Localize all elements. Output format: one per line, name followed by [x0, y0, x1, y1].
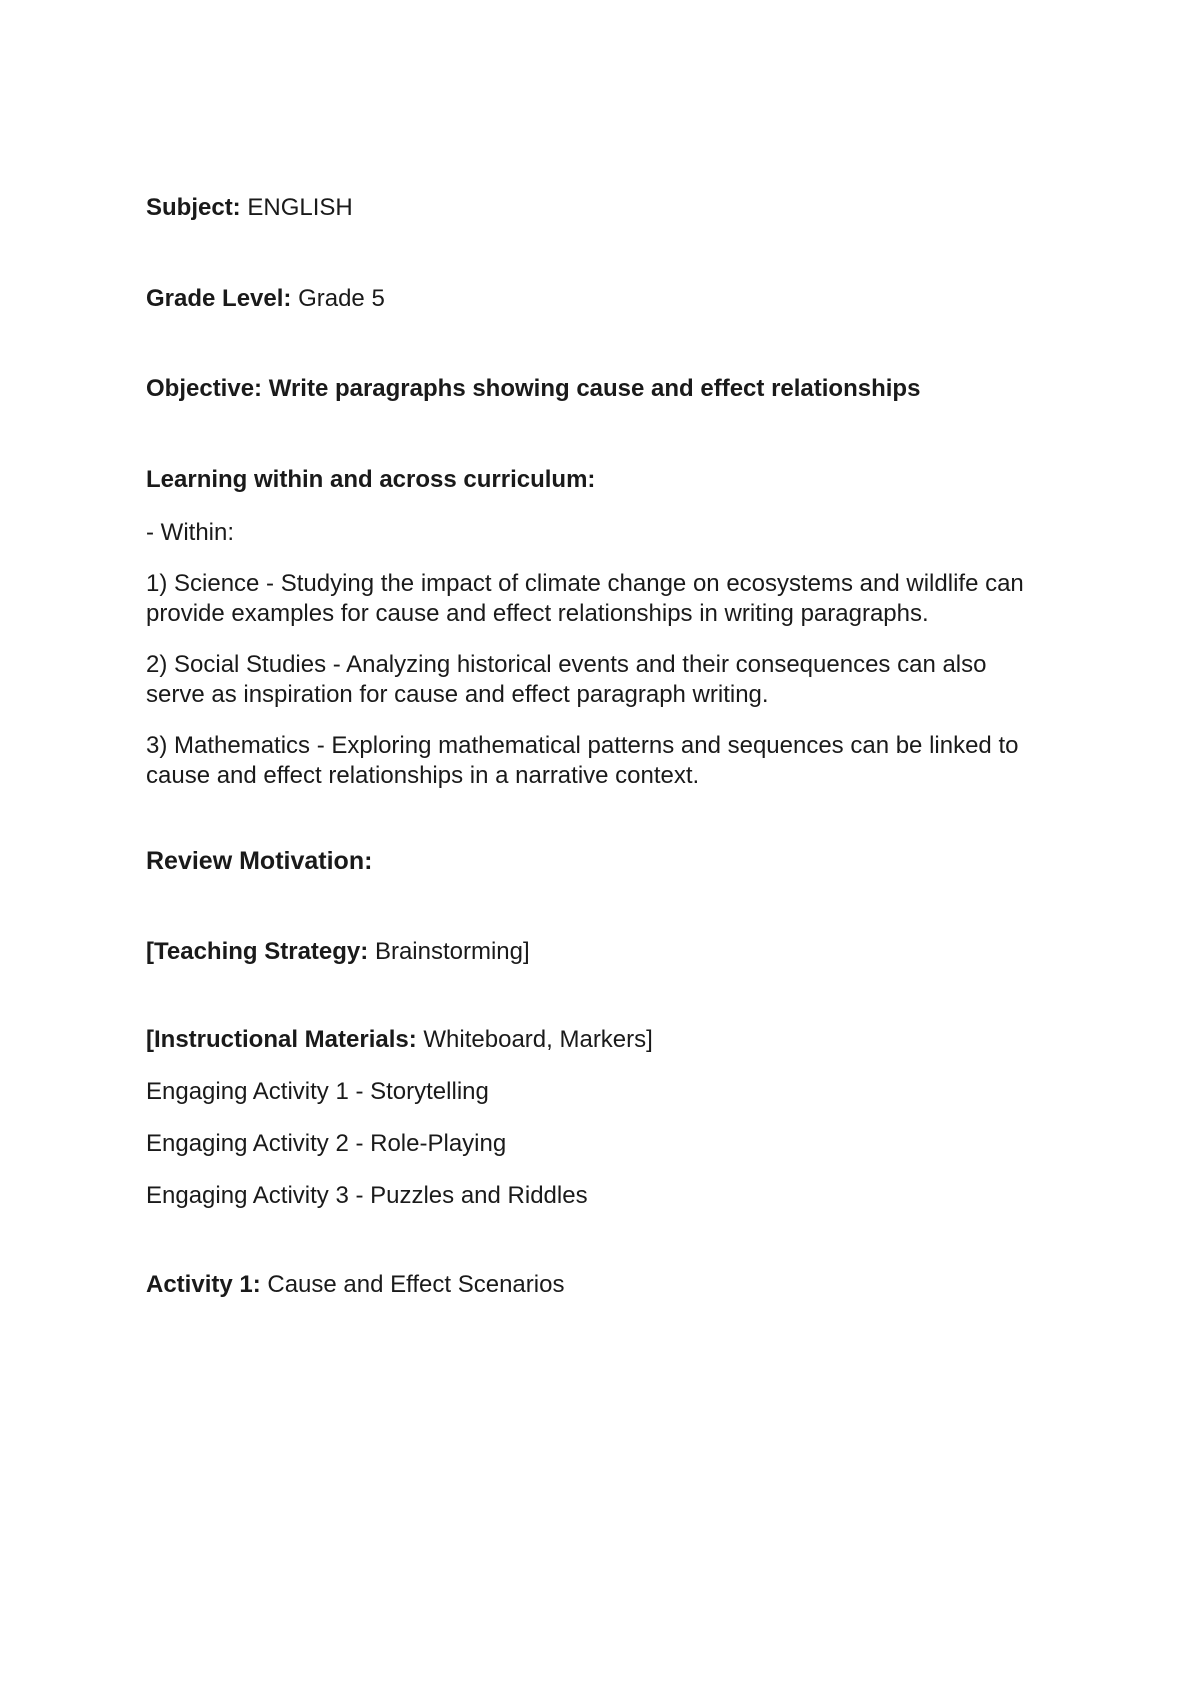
subject-label: Subject:: [146, 194, 241, 221]
within-label: - Within:: [146, 519, 235, 546]
grade-label: Grade Level:: [146, 285, 292, 312]
activity-1-label: Activity 1:: [146, 1271, 261, 1298]
instructional-materials-line: [146, 1025, 653, 1055]
grade-value: Grade 5: [298, 285, 385, 312]
grade-line: [146, 284, 385, 314]
learning-item-science: 1) Science - Studying the impact of climate change on ecosystems and wildlife can provide examples for cause and effect relationships in writing paragraphs.: [146, 570, 1024, 627]
engaging-activity-3: Engaging Activity 3 - Puzzles and Riddles: [146, 1182, 588, 1209]
teaching-strategy-line: [146, 937, 530, 967]
objective-value: Write paragraphs showing cause and effect relationships: [268, 375, 921, 402]
subject-value: ENGLISH: [247, 194, 353, 221]
instructional-materials-label: Instructional Materials:: [154, 1026, 417, 1053]
instructional-materials-value: Whiteboard, Markers: [423, 1026, 647, 1053]
instructional-materials-close-bracket: ]: [646, 1026, 653, 1053]
engaging-activity-1: Engaging Activity 1 - Storytelling: [146, 1078, 489, 1105]
learning-item-mathematics: 3) Mathematics - Exploring mathematical patterns and sequences can be linked to cause and effect relationships in a narrative context.: [146, 732, 1019, 789]
activity-1-line: [146, 1270, 564, 1300]
subject-line: [146, 193, 353, 223]
engaging-activity-2: Engaging Activity 2 - Role-Playing: [146, 1130, 507, 1157]
learning-heading: Learning within and across curriculum:: [146, 466, 596, 493]
teaching-strategy-label: Teaching Strategy:: [154, 938, 369, 965]
objective-line: [146, 374, 920, 404]
teaching-strategy-close-bracket: ]: [523, 938, 530, 965]
instructional-materials-open-bracket: [: [146, 1026, 154, 1053]
learning-item-social-studies: 2) Social Studies - Analyzing historical events and their consequences can also serve as inspiration for cause and effect paragraph writing.: [146, 651, 987, 708]
teaching-strategy-open-bracket: [: [146, 938, 154, 965]
review-motivation-heading: Review Motivation:: [146, 847, 373, 875]
activity-1-value: Cause and Effect Scenarios: [267, 1271, 565, 1298]
objective-label: Objective:: [146, 375, 263, 402]
teaching-strategy-value: Brainstorming: [374, 938, 523, 965]
